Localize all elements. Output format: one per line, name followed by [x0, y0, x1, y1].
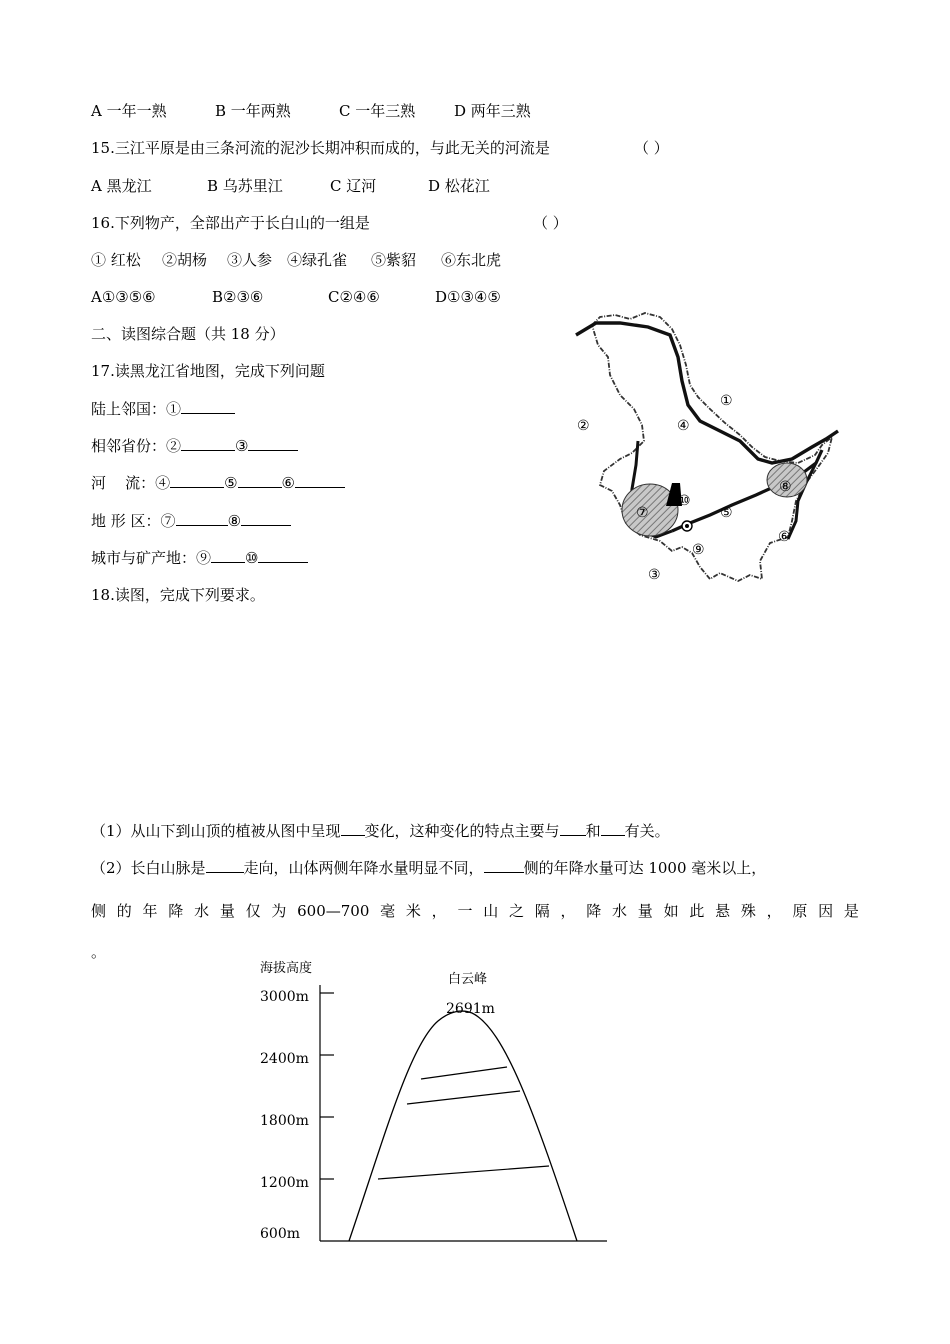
tick-label-1800: 1800m — [260, 1113, 309, 1129]
province-border — [592, 313, 832, 581]
q17-row4-label: 地 形 区： — [91, 512, 161, 530]
q17-row3-marker-6: ⑥ — [281, 474, 295, 492]
q17-blank-4[interactable] — [170, 473, 224, 488]
q18-char: 年 — [142, 902, 158, 920]
vegetation-belt-line-3 — [378, 1166, 549, 1179]
q15-stem: 15.三江平原是由三条河流的泥沙长期冲积而成的，与此无关的河流是 — [91, 139, 550, 157]
q17-blank-9[interactable] — [211, 548, 245, 563]
q18-part1 — [91, 821, 670, 841]
q18-char: 隔 — [534, 902, 550, 920]
q16-options — [91, 287, 501, 307]
q18-char: 仅 — [245, 902, 261, 920]
q18-p1-text-d: 有关。 — [624, 822, 670, 840]
q18-p2-text-c: 侧的年降水量可达 1000 毫米以上， — [523, 859, 767, 877]
mountain-vegetation-diagram — [250, 955, 620, 1250]
q18-blank-2[interactable] — [560, 821, 586, 836]
q18-part2-continued — [91, 901, 859, 921]
q16-stem-line — [91, 213, 568, 233]
q18-p2-text-a: （2）长白山脉是 — [91, 859, 206, 877]
q18-char: 降 — [168, 902, 184, 920]
peak-height: 2691m — [446, 1001, 495, 1017]
q15-options — [91, 176, 490, 196]
section-2-heading: 二、读图综合题（共 18 分） — [91, 325, 285, 343]
q18-blank-3[interactable] — [601, 821, 625, 836]
tick-label-1200: 1200m — [260, 1175, 309, 1191]
map-label-6: ⑥ — [778, 529, 791, 545]
q14-option-c: C 一年三熟 — [339, 102, 416, 120]
q16-item-1: ① 红松 — [91, 251, 141, 269]
q18-char: 侧 — [91, 902, 107, 920]
q17-row4-marker-8: ⑧ — [227, 512, 242, 530]
q16-item-3: ③人参 — [227, 251, 273, 269]
q15-option-a: A 黑龙江 — [91, 177, 152, 195]
q18-char: 一 — [457, 902, 473, 920]
map-label-2: ② — [577, 418, 590, 434]
q18-blank-5[interactable] — [484, 858, 524, 873]
q17-row5-marker-10: ⑩ — [245, 549, 259, 567]
q17-row2-label: 相邻省份： — [91, 437, 167, 455]
q17-row3-marker-4: ④ — [155, 474, 171, 492]
q18-char: 毫 — [380, 902, 396, 920]
map-label-3: ③ — [648, 567, 661, 583]
q16-item-6: ⑥东北虎 — [441, 251, 502, 269]
q15-stem-line — [91, 138, 669, 158]
q18-blank-4[interactable] — [206, 858, 244, 873]
q14-options — [91, 101, 531, 121]
q17-row1-marker-1: ① — [166, 400, 182, 418]
q15-option-d: D 松花江 — [428, 177, 490, 195]
q17-row2-marker-2: ② — [166, 437, 182, 455]
q15-option-c: C 辽河 — [330, 177, 377, 195]
q17-row1-label: 陆上邻国： — [91, 400, 167, 418]
q17-row5-label: 城市与矿产地： — [91, 549, 197, 567]
map-label-8: ⑧ — [779, 479, 792, 495]
tick-label-2400: 2400m — [260, 1051, 309, 1067]
q16-stem: 16.下列物产，全部出产于长白山的一组是 — [91, 214, 370, 232]
q17-blank-8[interactable] — [241, 511, 291, 526]
q18-char: ， — [766, 902, 782, 920]
vegetation-belt-line-2 — [407, 1091, 520, 1104]
mountain-profile — [349, 1011, 577, 1241]
q17-row2-marker-3: ③ — [235, 437, 249, 455]
map-label-10: ⑩ — [678, 493, 691, 509]
q17-stem: 17.读黑龙江省地图，完成下列问题 — [91, 362, 325, 380]
q18-char: 悬 — [715, 902, 731, 920]
river-heilongjiang — [576, 323, 838, 463]
q14-option-a: A 一年一熟 — [91, 102, 167, 120]
q17-row-neighbors — [91, 399, 235, 419]
q17-row-landforms — [91, 511, 291, 531]
q18-char: 降 — [586, 902, 602, 920]
map-label-9: ⑨ — [692, 542, 705, 558]
q18-char: 为 — [271, 902, 287, 920]
q16-item-5: ⑤紫貂 — [371, 251, 417, 269]
q18-stem: 18.读图，完成下列要求。 — [91, 586, 265, 604]
q18-char: 水 — [194, 902, 210, 920]
q18-p1-text-c: 和 — [585, 822, 601, 840]
q18-char: 600—700 — [297, 902, 370, 920]
q16-option-c: C②④⑥ — [328, 288, 380, 306]
q18-char: 原 — [792, 902, 808, 920]
q16-option-a: A①③⑤⑥ — [91, 288, 156, 306]
q18-char: 之 — [508, 902, 524, 920]
q18-blank-1[interactable] — [341, 821, 365, 836]
q18-char: 殊 — [740, 902, 756, 920]
q15-option-b: B 乌苏里江 — [207, 177, 283, 195]
q18-char: 此 — [689, 902, 705, 920]
city-symbol-inner — [685, 524, 689, 528]
q18-p1-text-a: （1）从山下到山顶的植被从图中呈现 — [91, 822, 341, 840]
q18-char: 的 — [116, 902, 132, 920]
q17-row3-label: 河 流： — [91, 474, 156, 492]
q18-char: ， — [431, 902, 447, 920]
q17-row3-marker-5: ⑤ — [224, 474, 238, 492]
q16-answer-paren[interactable]: （ ） — [533, 214, 568, 232]
map-label-4: ④ — [677, 418, 690, 434]
q14-option-d: D 两年三熟 — [454, 102, 531, 120]
peak-name: 白云峰 — [448, 972, 488, 987]
y-axis-label: 海拔高度 — [260, 961, 313, 976]
q17-blank-7[interactable] — [176, 511, 228, 526]
q17-row4-marker-7: ⑦ — [160, 512, 176, 530]
q16-option-b: B②③⑥ — [212, 288, 264, 306]
q18-char: 量 — [637, 902, 653, 920]
heilongjiang-map — [560, 305, 850, 590]
q18-char: 因 — [818, 902, 834, 920]
map-label-7: ⑦ — [636, 505, 649, 521]
q18-char: 水 — [612, 902, 628, 920]
q16-item-4: ④绿孔雀 — [287, 251, 348, 269]
q17-blank-2[interactable] — [181, 436, 235, 451]
q17-row-rivers — [91, 473, 345, 493]
q18-char: 是 — [843, 902, 859, 920]
q18-char: 米 — [405, 902, 421, 920]
q18-p2-text-b: 走向，山体两侧年降水量明显不同， — [243, 859, 484, 877]
q18-p1-text-b: 变化，这种变化的特点主要与 — [364, 822, 560, 840]
q17-row-cities — [91, 548, 308, 568]
q17-blank-10[interactable] — [258, 548, 308, 563]
q18-part2-end: 。 — [91, 943, 107, 961]
q17-blank-1[interactable] — [181, 399, 235, 414]
q16-item-2: ②胡杨 — [162, 251, 208, 269]
map-label-5: ⑤ — [720, 505, 733, 521]
q18-char: 量 — [219, 902, 235, 920]
songnen-plain-hatch — [622, 484, 678, 536]
q18-char: 山 — [483, 902, 499, 920]
q15-answer-paren[interactable]: （ ） — [634, 139, 669, 157]
tick-label-3000: 3000m — [260, 989, 309, 1005]
tick-label-600: 600m — [260, 1226, 300, 1242]
map-label-1: ① — [720, 393, 733, 409]
q17-blank-6[interactable] — [295, 473, 345, 488]
q14-option-b: B 一年两熟 — [215, 102, 291, 120]
q17-row5-marker-9: ⑨ — [196, 549, 212, 567]
q18-char: ， — [560, 902, 576, 920]
q16-items — [91, 250, 501, 270]
q17-blank-5[interactable] — [238, 473, 282, 488]
q18-char: 如 — [663, 902, 679, 920]
vegetation-belt-line-1 — [421, 1067, 507, 1079]
q17-row-provinces — [91, 436, 298, 456]
q18-part2 — [91, 858, 766, 878]
q16-option-d: D①③④⑤ — [435, 288, 501, 306]
q17-blank-3[interactable] — [248, 436, 298, 451]
